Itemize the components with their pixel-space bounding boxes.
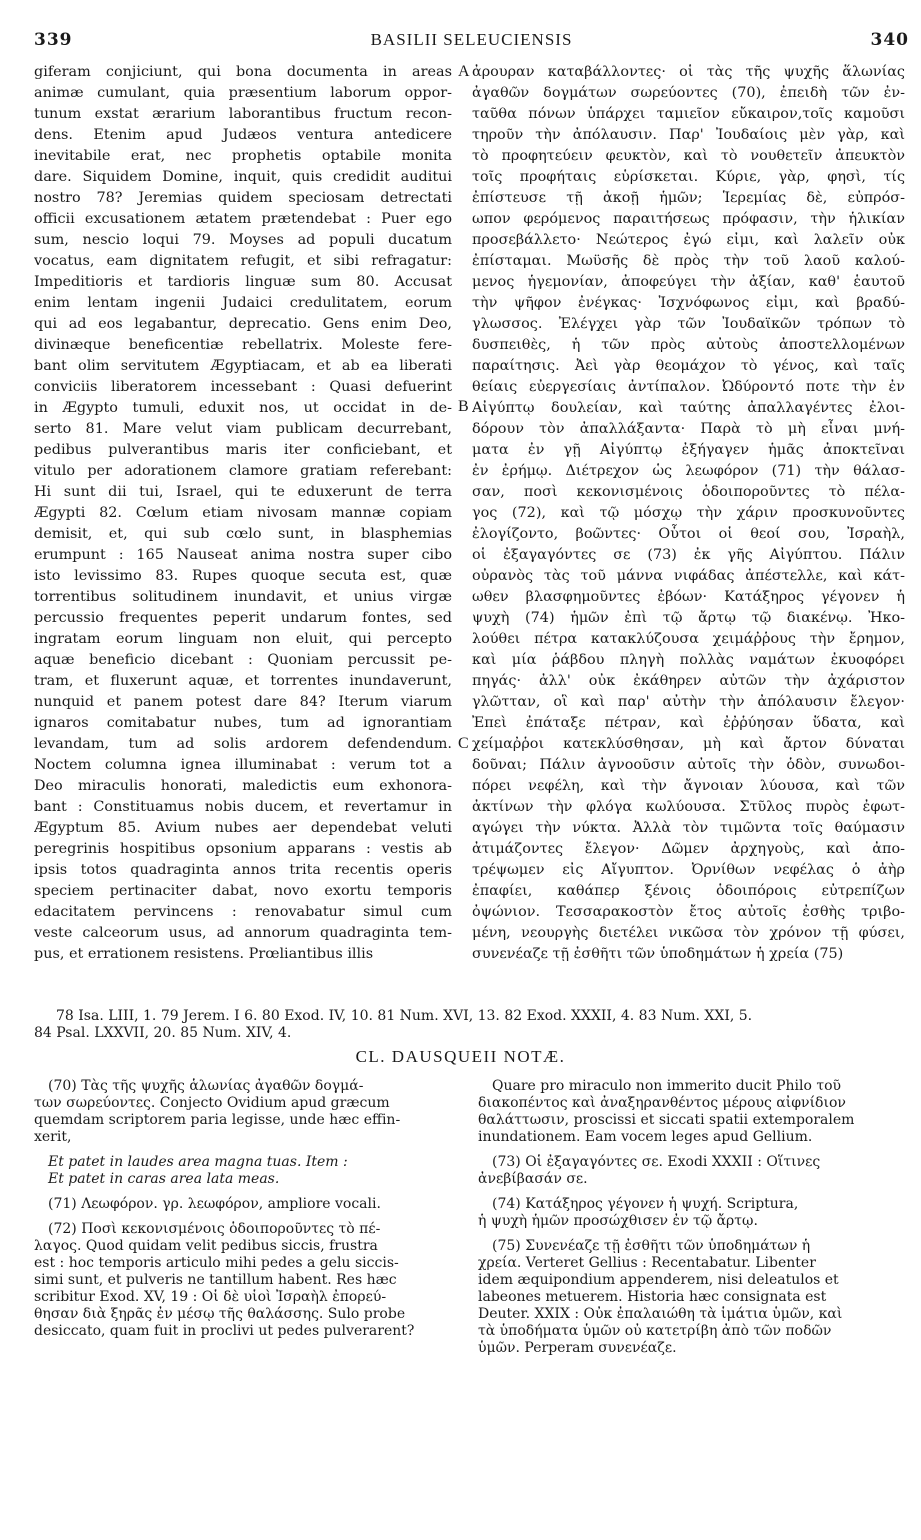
text-line: levandam, tum ad solis ardorem defendendum. xyxy=(34,736,452,752)
text-line: ωπον φερόμενος παραιτήσεως πρόφασιν, τὴν ἡλικίαν xyxy=(472,211,905,227)
text-line: enim lentam ingenii Judaici credulitatem, eorum xyxy=(34,295,452,311)
text-line: τηροῦν τὴν ἀπόλαυσιν. Παρ' Ἰουδαίοις μὲν γὰρ, καὶ xyxy=(472,127,905,143)
note-line: quemdam scriptorem paria legisse, unde hæc effin- xyxy=(34,1112,401,1128)
text-line: γλῶτταν, οἳ καὶ παρ' αὐτὴν τὴν ἀπόλαυσιν ἔλεγον· xyxy=(472,694,905,710)
text-line: ἐπαφίει, καθάπερ ξένοις ὁδοιπόροις εὐτρεπίζων xyxy=(472,883,905,899)
note-paragraph xyxy=(478,1154,905,1188)
text-line: demisit, et, qui sub cœlo sunt, in blasphemias xyxy=(34,526,452,542)
note-line: (72) Ποσὶ κεκονισμένοις ὁδοιποροῦντες τὸ πέ- xyxy=(48,1221,381,1237)
note-line: (70) Τὰς τῆς ψυχῆς ἁλωνίας ἀγαθῶν δογμά- xyxy=(48,1078,364,1094)
text-line: pedibus pulverantibus maris iter conficiebant, et xyxy=(34,442,452,458)
note-line: χρεία. Verteret Gellius : Recentabatur. Libenter xyxy=(478,1255,816,1271)
text-line: dare. Siquidem Domine, inquit, quis credidit auditui xyxy=(34,169,452,185)
note-line: (71) Λεωφόρον. γρ. λεωφόρον, ampliore vocali. xyxy=(48,1196,381,1212)
text-line: ἐν ἐρήμῳ. Διέτρεχον ὡς λεωφόρον (71) τὴν θάλασ- xyxy=(472,463,905,479)
note-line: λαγος. Quod quidam velit pedibus siccis, frustra xyxy=(34,1238,378,1254)
text-line: καὶ μία ῥάβδου πληγὴ πολλὰς ναμάτων ἐκυοφόρει xyxy=(472,652,905,668)
text-line: isto levissimo 83. Rupes quoque secuta est, quæ xyxy=(34,568,452,584)
text-line: ὀψώνιον. Τεσσαρακοστὸν ἔτος αὐτοῖς ἐσθὴς τριβο- xyxy=(472,904,905,920)
note-paragraph xyxy=(478,1196,905,1230)
note-paragraph xyxy=(34,1196,452,1213)
text-line: ἐπίσταμαι. Μωϋσῆς δὲ πρὸς τὴν τοῦ λαοῦ καλού- xyxy=(472,253,905,269)
text-line: divinæque beneficentiæ rebellatrix. Moleste fere- xyxy=(34,337,452,353)
note-line: ἀνεβίβασάν σε. xyxy=(478,1171,588,1187)
note-line: των σωρεύοντες. Conjecto Ovidium apud græcum xyxy=(34,1095,390,1111)
scripture-references xyxy=(34,1008,909,1042)
note-line: scribitur Exod. XV, 19 : Οἱ δὲ υἱοὶ Ἰσραὴλ ἐπορεύ- xyxy=(34,1289,387,1305)
left-page-number: 339 xyxy=(34,30,73,50)
text-line: ἀρουραν καταβάλλοντες· οἱ τὰς τῆς ψυχῆς ἅλωνίας xyxy=(472,64,905,80)
text-line: officii excusationem ætatem prætendebat : Puer ego xyxy=(34,211,452,227)
note-line: (73) Οἱ ἐξαγαγόντες σε. Exodi XXXII : Οἵτινες xyxy=(492,1154,821,1170)
margin-letter-b: B xyxy=(458,398,469,415)
reference-line: 78 Isa. LIII, 1. 79 Jerem. I 6. 80 Exod. IV, 10. 81 Num. XVI, 13. 82 Exod. XXXII, 4. 83 Num. XXI, 5. xyxy=(56,1008,753,1024)
text-line: γλωσσος. Ἐλέγχει γὰρ τῶν Ἰουδαϊκῶν τρόπων τὸ xyxy=(472,316,905,332)
text-line: πηγάς· ἀλλ' οὐκ ἐκάθηρεν αὐτῶν τὴν ἀχάριστον xyxy=(472,673,905,689)
text-line: vitulo per adorationem clamore gratiam referebant: xyxy=(34,463,452,479)
text-line: edacitatem pervincens : renovabatur simul cum xyxy=(34,904,452,920)
text-line: animæ cumulant, quia præsentium laborum oppor- xyxy=(34,85,452,101)
notes-title: CL. DAUSQUEII NOTÆ. xyxy=(355,1047,566,1066)
text-line: ipsis totos quadraginta annos trita recentis operis xyxy=(34,862,452,878)
text-line: σαν, ποσὶ κεκονισμένοις ὁδοιποροῦντες τὸ πέλα- xyxy=(472,484,905,500)
text-line: giferam conjiciunt, qui bona documenta in areas xyxy=(34,64,452,80)
note-line: θησαν διὰ ξηρᾶς ἐν μέσῳ τῆς θαλάσσης. Sulo probe xyxy=(34,1306,406,1322)
verse-line: Et patet in laudes area magna tuas. Item : xyxy=(48,1154,348,1170)
note-line: (75) Συνενέαζε τῇ ἐσθῆτι τῶν ὑποδημάτων ἡ xyxy=(492,1238,811,1254)
note-line: est : hoc temporis articulo mihi pedes a gelu siccis- xyxy=(34,1255,399,1271)
text-line: ἀκτίνων τὴν φλόγα κωλύουσα. Στῦλος πυρὸς ἐφωτ- xyxy=(472,799,905,815)
text-line: ἐπίστευσε τῇ ἀκοῇ ἡμῶν; Ἱερεμίας δὲ, εὐπρόσ- xyxy=(472,190,905,206)
note-paragraph xyxy=(478,1238,905,1357)
text-line: pus, et errationem resistens. Prœliantibus illis xyxy=(34,946,374,962)
text-line: συνενέαζε τῇ ἐσθῆτι τῶν ὑποδημάτων ἡ χρεία (75) xyxy=(472,946,844,962)
text-line: τὸ προφητεύειν φευκτὸν, καὶ τὸ νουθετεῖν ἀπευκτὸν xyxy=(472,148,905,164)
running-header xyxy=(34,30,909,58)
note-line: διακοπέντος καὶ ἀναξηρανθέντος μέρους αἰφνίδιον xyxy=(478,1095,846,1111)
text-line: percussio frequentes peperit undarum fontes, sed xyxy=(34,610,452,626)
text-line: τρέψωμεν εἰς Αἴγυπτον. Ὀρνίθων νεφέλας ὁ ἀὴρ xyxy=(472,862,905,878)
text-line: Ægypti 82. Cœlum etiam nivosam mannæ copiam xyxy=(34,505,452,521)
text-line: bant olim servitutem Ægyptiacam, et ab ea liberati xyxy=(34,358,452,374)
text-line: ignaros comitabatur nubes, tum ad ignorantiam xyxy=(34,715,452,731)
text-line: ταῦθα πόνων ὑπάρχει ταμιεῖον εὔκαιρον,τοῖς καμοῦσι xyxy=(472,106,905,122)
note-line: τὰ ὑποδήματα ὑμῶν οὐ κατετρίβη ἀπὸ τῶν ποδῶν xyxy=(478,1323,832,1339)
text-line: μενος ἡγεμονίαν, ἀποφεύγει τὴν ἀξίαν, καθ' ἑαυτοῦ xyxy=(472,274,905,290)
text-line: δόρουν τὸν ἀπαλλάξαντα· Παρὰ τὸ μὴ εἶναι μνή- xyxy=(472,421,905,437)
text-line: nostro 78? Jeremias quidem speciosam detrectati xyxy=(34,190,452,206)
text-line: αγώγει τὴν νύκτα. Ἀλλὰ τὸν τιμῶντα τοῖς θαύμασιν xyxy=(472,820,905,836)
text-line: Αἰγύπτῳ δουλείαν, καὶ ταύτης ἀπαλλαγέντες ἐλοι- xyxy=(472,400,905,416)
text-line: Ægyptum 85. Avium nubes aer dependebat veluti xyxy=(34,820,452,836)
text-line: qui ad eos legabantur, deprecatio. Gens enim Deo, xyxy=(34,316,452,332)
verse-line: Et patet in caras area lata meas. xyxy=(48,1171,280,1187)
notes-right-column xyxy=(478,1078,905,1357)
note-paragraph xyxy=(34,1221,452,1340)
text-line: ἀγαθῶν δογμάτων σωρεύοντες (70), ἐπειδὴ τῶν ἐν- xyxy=(472,85,905,101)
text-line: παραίτησις. Ἀεὶ γὰρ θεομάχον τὸ γένος, καὶ ταῖς xyxy=(472,358,905,374)
right-page-number: 340 xyxy=(870,30,909,50)
text-line: inevitabile erat, nec prophetis optabile monita xyxy=(34,148,452,164)
running-title: BASILII SELEUCIENSIS xyxy=(370,30,573,49)
note-line: xerit, xyxy=(34,1129,72,1145)
margin-letter-c: C xyxy=(458,735,469,752)
text-line: ἀτιμάζοντες ἔλεγον· Δῶμεν ἀρχηγοὺς, καὶ ἀπο- xyxy=(472,841,905,857)
note-line: labeones metuerem. Historia hæc consignata est xyxy=(478,1289,827,1305)
text-line: θείαις εὐεργεσίαις ἀντίπαλον. Ὠδύροντό ποτε τὴν ἐν xyxy=(472,379,905,395)
text-line: πόρει νεφέλη, καὶ τὴν ἄγνοιαν λύουσα, καὶ τῶν xyxy=(472,778,905,794)
text-line: aquæ beneficio dicebant : Quoniam percussit pe- xyxy=(34,652,452,668)
text-line: ματα ἐν γῇ Αἰγύπτῳ ἐξήγαγεν ἡμᾶς ἀποκτεῖναι xyxy=(472,442,905,458)
text-line: sum, nescio loqui 79. Moyses ad populi ducatum xyxy=(34,232,452,248)
text-line: ωθεν βλασφημοῦντες ἐβόων· Κατάξηρος γέγονεν ἡ xyxy=(472,589,905,605)
text-line: Impeditioris et tardioris linguæ sum 80. Accusat xyxy=(34,274,452,290)
note-paragraph xyxy=(34,1154,452,1188)
note-line: simi sunt, et pulveris ne tantillum habent. Res hæc xyxy=(34,1272,397,1288)
reference-line: 84 Psal. LXXVII, 20. 85 Num. XIV, 4. xyxy=(34,1025,292,1041)
text-line: veste calceorum usus, ad annorum quadraginta tem- xyxy=(34,925,452,941)
text-line: ingratam eorum linguam non eluit, qui percepto xyxy=(34,631,452,647)
text-line: bant : Constituamus nobis ducem, et revertamur in xyxy=(34,799,452,815)
text-line: προσεβάλλετο· Νεώτερος ἐγώ εἰμι, καὶ λαλεῖν οὐκ xyxy=(472,232,905,248)
text-line: serto 81. Mare velut viam publicam decurrebant, xyxy=(34,421,452,437)
text-line: erumpunt : 165 Nauseat anima nostra super cibo xyxy=(34,547,452,563)
note-line: (74) Κατάξηρος γέγονεν ἡ ψυχή. Scriptura, xyxy=(492,1196,799,1212)
note-line: ὑμῶν. Perperam συνενέαζε. xyxy=(478,1340,677,1356)
note-paragraph xyxy=(478,1078,905,1146)
latin-text-column xyxy=(34,62,452,965)
text-line: in Ægypto tumuli, eduxit nos, ut occidat in de- xyxy=(34,400,452,416)
text-line: χείμαῤῥοι κατεκλύσθησαν, μὴ καὶ ἄρτον δύναται xyxy=(472,736,905,752)
text-line: conviciis liberatorem incessebant : Quasi defuerint xyxy=(34,379,452,395)
note-paragraph xyxy=(34,1078,452,1146)
note-line: ἡ ψυχὴ ἡμῶν προσώχθισεν ἐν τῷ ἄρτῳ. xyxy=(478,1213,758,1229)
text-line: Deo miraculis honorati, maledictis eum exhonora- xyxy=(34,778,452,794)
note-line: idem æquipondium appenderem, nisi deleatulos et xyxy=(478,1272,839,1288)
text-line: tunum exstat ærarium laborantibus fructum recon- xyxy=(34,106,452,122)
text-line: δοῦναι; Πάλιν ἀγνοοῦσιν αὐτοῖς τὴν ὁδὸν, συνωδοι- xyxy=(472,757,905,773)
text-line: speciem pertinaciter dabat, novo exortu temporis xyxy=(34,883,452,899)
note-line: θαλάττωσιν, proscissi et siccati spatii extemporalem xyxy=(478,1112,855,1128)
text-line: λούθει πέτρα κατακλύζουσα χειμάῤῥους τὴν ἔρημον, xyxy=(472,631,905,647)
text-line: vocatus, eam dignitatem refugit, et sibi refragatur: xyxy=(34,253,452,269)
text-line: Ἐπεὶ ἐπάταξε πέτραν, καὶ ἐῤῥύησαν ὕδατα, καὶ xyxy=(472,715,905,731)
note-line: Quare pro miraculo non immerito ducit Philo τοῦ xyxy=(492,1078,842,1094)
note-line: desiccato, quam fuit in proclivi ut pedes pulverarent? xyxy=(34,1323,415,1339)
text-line: tram, et fluxerunt aquæ, et torrentes inundaverunt, xyxy=(34,673,452,689)
margin-letter-a: A xyxy=(458,63,470,80)
text-line: οὐρανὸς τὰς τοῦ μάννα νιφάδας ἀπέστελλε, καὶ κάτ- xyxy=(472,568,905,584)
notes-left-column xyxy=(34,1078,452,1340)
text-line: dens. Etenim apud Judæos ventura antedicere xyxy=(34,127,452,143)
text-line: μένη, νεουργὴς διετέλει νικῶσα τὸν χρόνον τῇ φύσει, xyxy=(472,925,905,941)
text-line: torrentibus solitudinem inundavit, et unius virgæ xyxy=(34,589,452,605)
text-line: peregrinis hospitibus opsonium apparans : vestis ab xyxy=(34,841,452,857)
text-line: οἱ ἐξαγαγόντες σε (73) ἐκ γῆς Αἰγύπτου. Πάλιν xyxy=(472,547,905,563)
text-line: nunquid et panem potest dare 84? Iterum viarum xyxy=(34,694,452,710)
text-line: Noctem columna ignea illuminabat : verum tot a xyxy=(34,757,452,773)
text-line: ψυχὴ (74) ἡμῶν ἐπὶ τῷ ἄρτῳ τῷ διακένῳ. Ἠκο- xyxy=(472,610,905,626)
text-line: τοῖς προφήταις εὑρίσκεται. Κύριε, γὰρ, φησὶ, τίς xyxy=(472,169,905,185)
text-line: Hi sunt dii tui, Israel, qui te eduxerunt de terra xyxy=(34,484,452,500)
text-line: δυσπειθὲς, ἡ τῶν πρὸς αὐτοὺς ἀποστελλομένων xyxy=(472,337,905,353)
greek-text-column xyxy=(472,62,905,965)
text-line: γος (72), καὶ τῷ μόσχῳ τὴν χάριν προσκυνοῦντες xyxy=(472,505,905,521)
note-line: Deuter. XXIX : Οὐκ ἐπαλαιώθη τὰ ἱμάτια ὑμῶν, καὶ xyxy=(478,1306,843,1322)
text-line: τὴν ψῆφον ἐνέγκας· Ἰσχνόφωνος εἰμι, καὶ βραδύ- xyxy=(472,295,905,311)
note-line: inundationem. Eam vocem leges apud Gellium. xyxy=(478,1129,813,1145)
text-line: ἐλογίζοντο, βοῶντες· Οὗτοι οἱ θεοί σου, Ἰσραὴλ, xyxy=(472,526,905,542)
